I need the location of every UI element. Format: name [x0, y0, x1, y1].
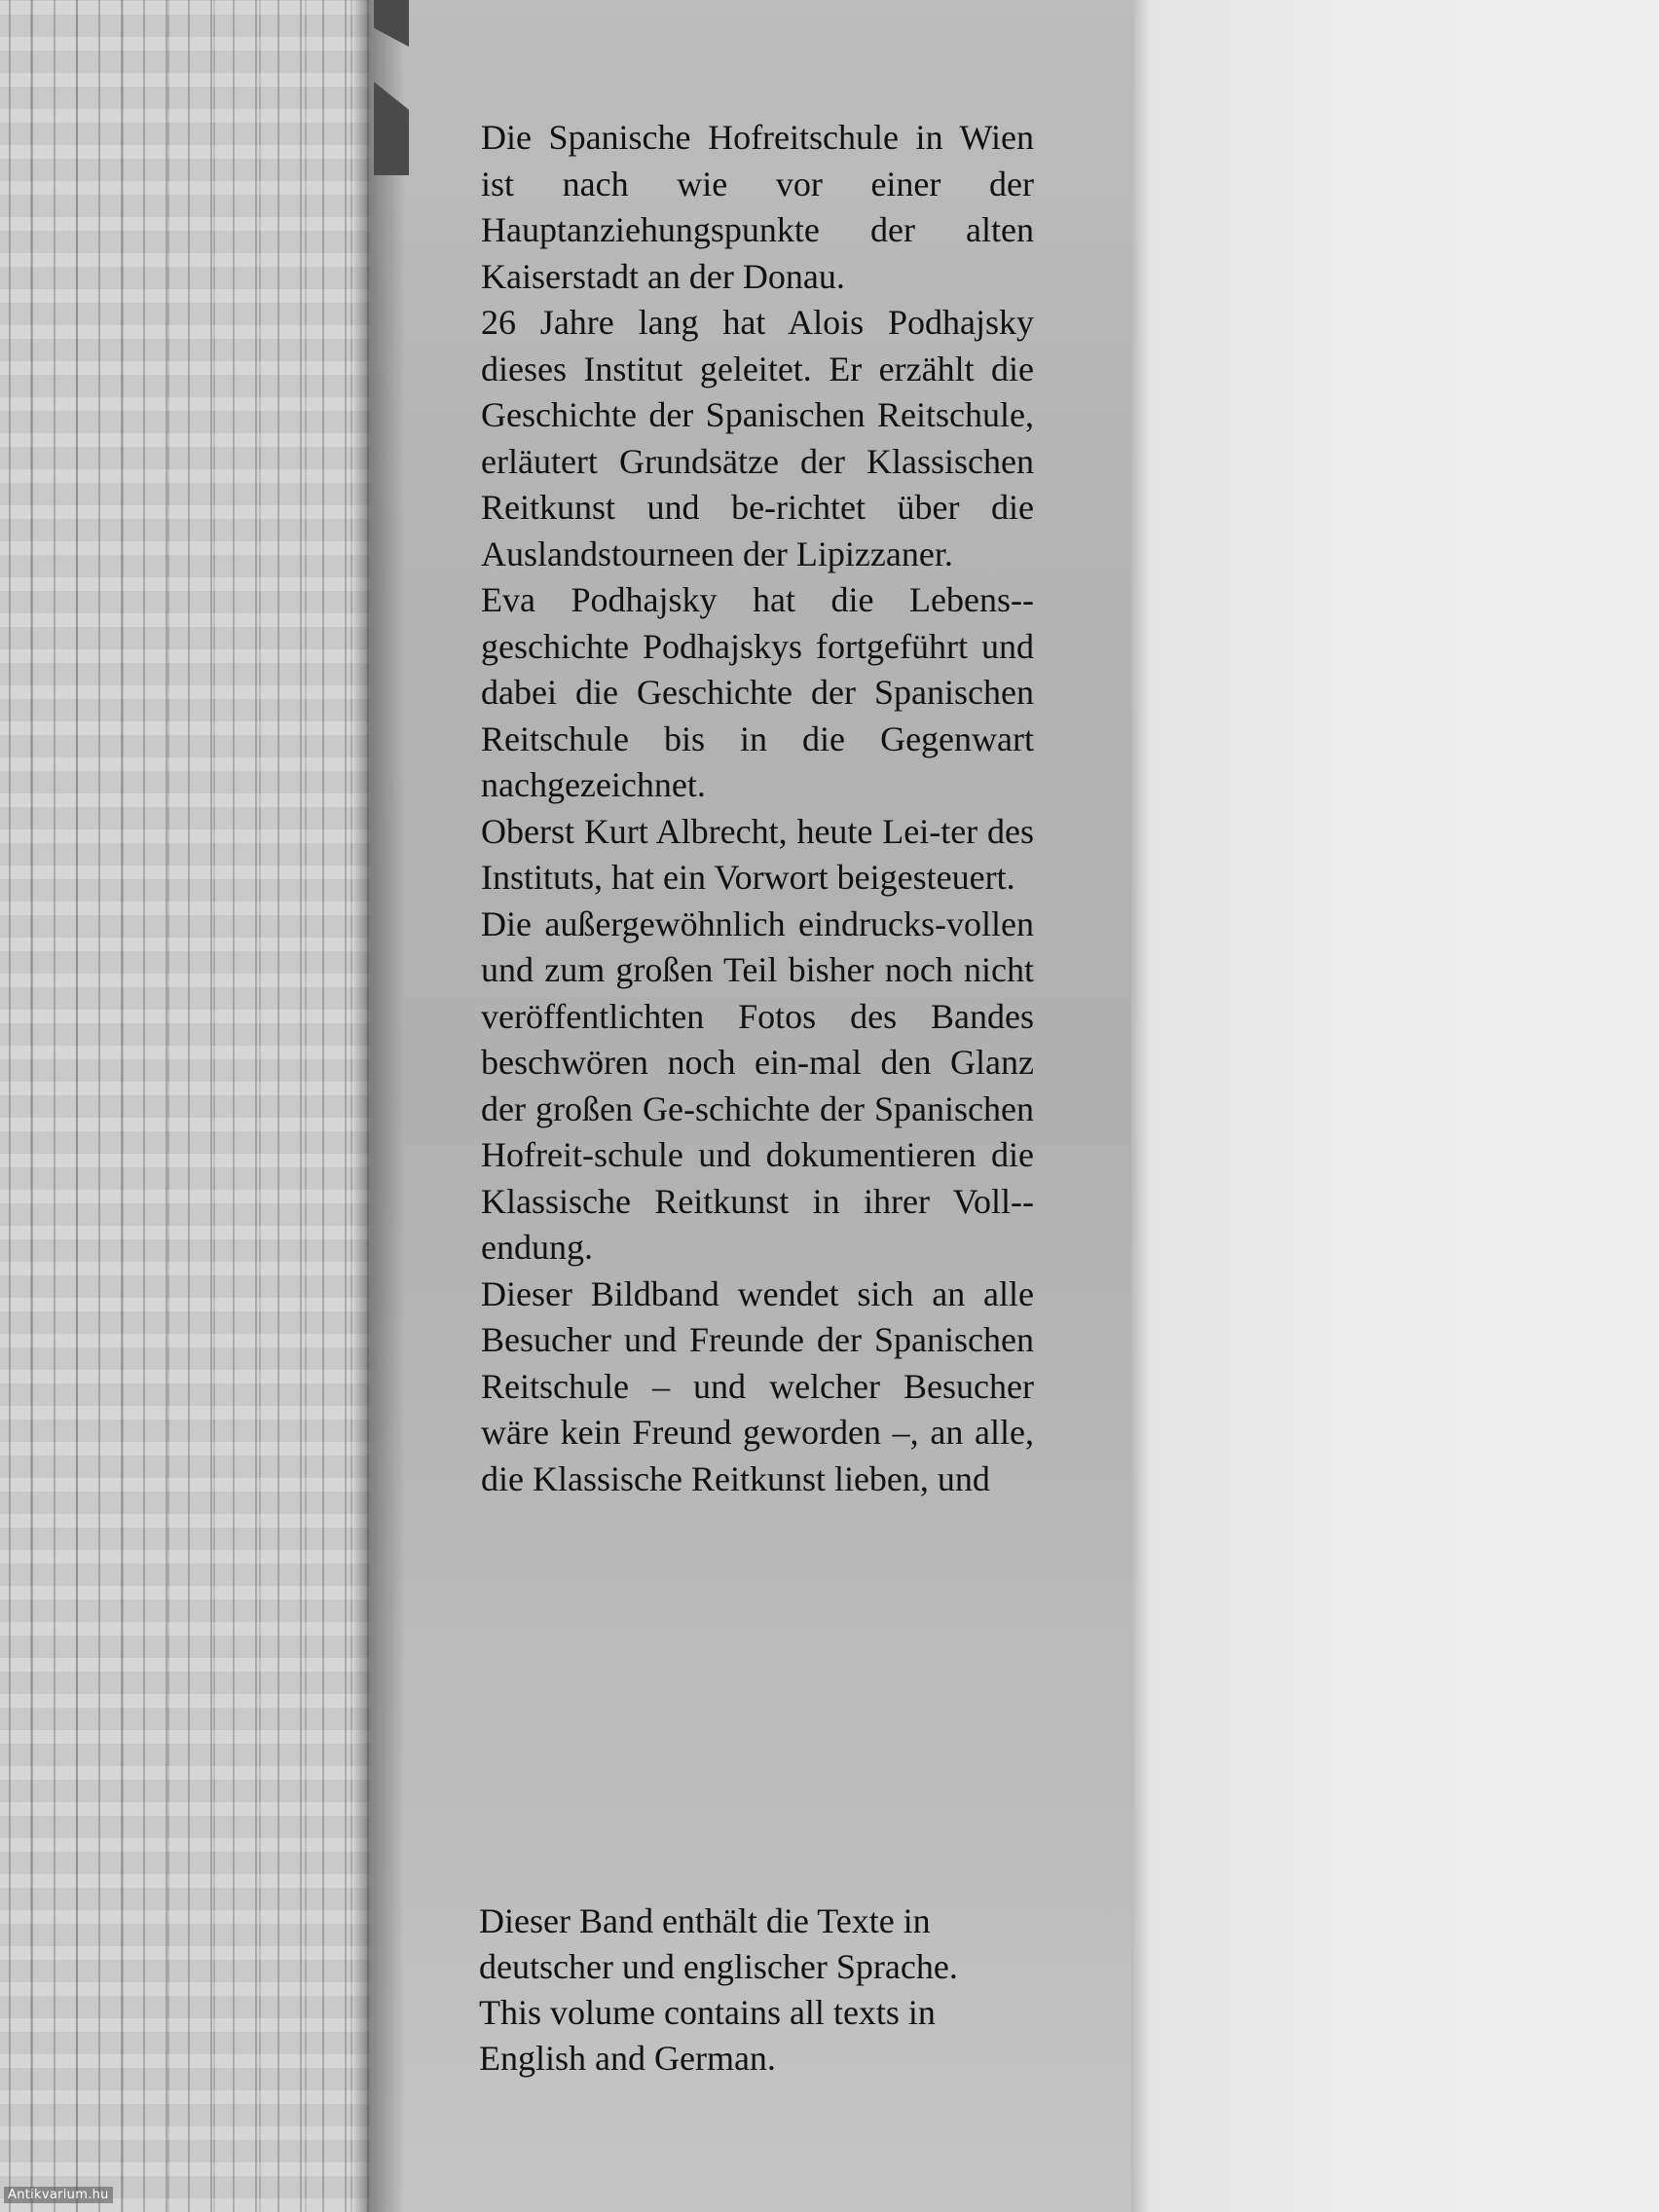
language-note-line: Dieser Band enthält die Texte in — [479, 1901, 931, 1940]
language-note-line: deutscher und englischer Sprache. — [479, 1947, 958, 1986]
textured-board-background — [0, 0, 370, 2212]
white-background — [1131, 0, 1659, 2212]
language-note-line: This volume contains all texts in — [479, 1993, 936, 2032]
flap-fold-shadow — [370, 0, 405, 2212]
paragraph-intro: Die Spanische Hofreitschule in Wien ist nach wie vor einer der Hauptanziehungspunkte der alten Kaiserstadt an der Donau. — [481, 118, 1034, 296]
flap-right-edge-shadow — [1131, 0, 1149, 2212]
paragraph-podhajsky: 26 Jahre lang hat Alois Podhajsky dieses Institut geleitet. Er erzählt die Geschichte der Spanischen Reitschule, erläutert Grundsätze der Klassischen Reitkunst und be-richtet über die Auslandstourneen der Lipizzaner. — [481, 303, 1034, 573]
paragraph-foreword: Oberst Kurt Albrecht, heute Lei-ter des Instituts, hat ein Vorwort beigesteuert. — [481, 811, 1034, 897]
paragraph-eva-podhajsky: Eva Podhajsky hat die Lebens-geschichte Podhajskys fortgeführt und dabei die Geschichte der Spanischen Reitschule bis in die Gegenwart nachgezeichnet. — [481, 580, 1034, 804]
paragraph-audience: Dieser Bildband wendet sich an alle Besucher und Freunde der Spanischen Reitschule – und welcher Besucher wäre kein Freund geworden –, an alle, die Klassische Reitkunst lieben, und — [481, 1273, 1034, 1498]
flap-description — [481, 115, 1034, 1502]
watermark-label: Antikvarium.hu — [4, 2187, 113, 2203]
language-note-line: English and German. — [479, 2039, 776, 2078]
language-note — [479, 1899, 1044, 2082]
paragraph-photos: Die außergewöhnlich eindrucks-vollen und zum großen Teil bisher noch nicht veröffentlichten Fotos des Bandes beschwören noch ein-mal den Glanz der großen Ge-schichte der Spanischen Hofreit-schule und dokumentieren die Klassische Reitkunst in ihrer Voll-endung. — [481, 903, 1034, 1267]
